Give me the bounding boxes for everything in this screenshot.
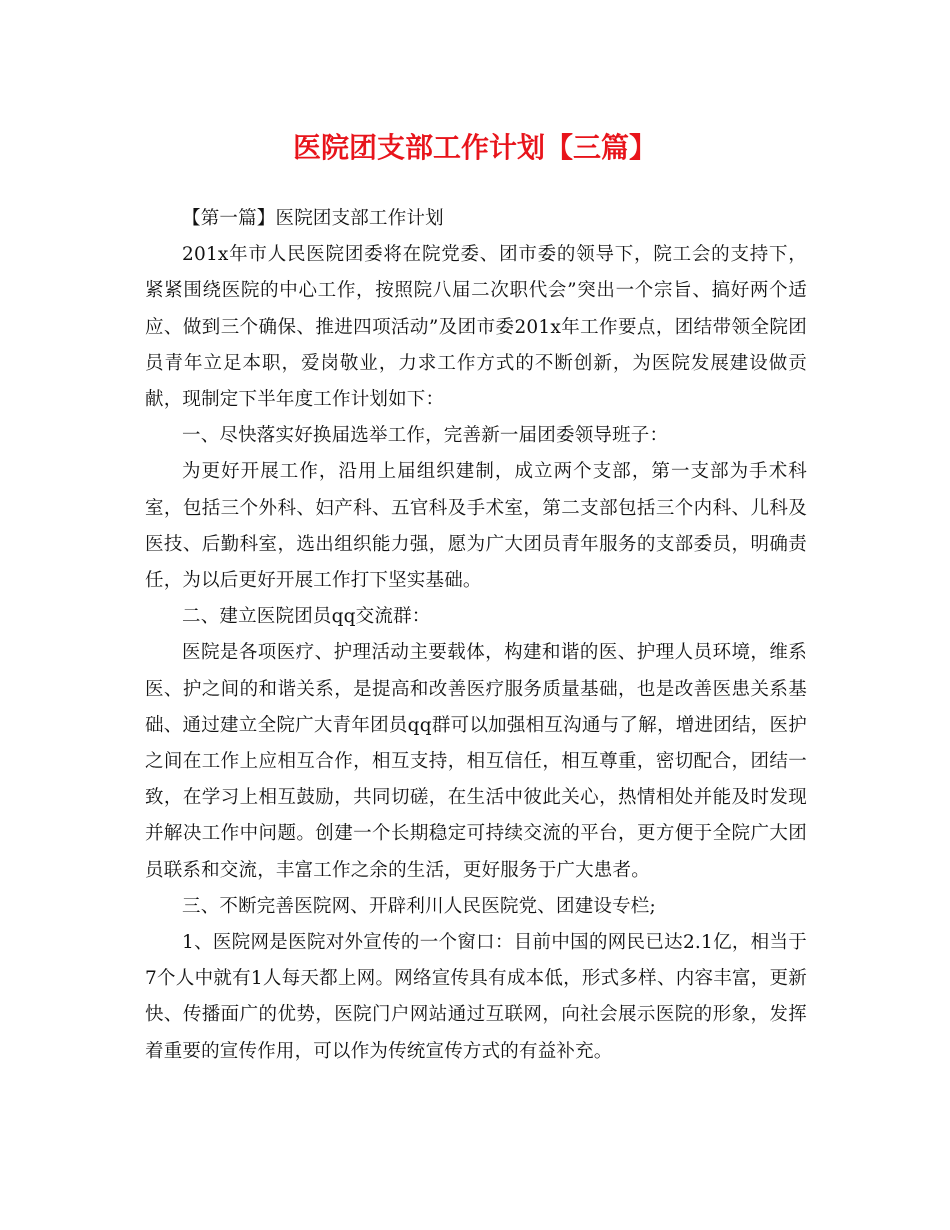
item-heading-2: 二、建立医院团员qq交流群： (182, 606, 431, 628)
section-heading-first: 【第一篇】医院团支部工作计划 (182, 208, 444, 229)
item-paragraph-1: 为更好开展工作，沿用上届组织建制，成立两个支部，第一支部为手术科室，包括三个外科、妇产科、五官科及手术室，第二支部包括三个内科、儿科及医技、后勤科室，选出组织能力强，愿为广大团员青年服务的支部委员，明确责任，为以后更好开展工作打下坚实基础。 (145, 461, 807, 592)
intro-paragraph: 201x年市人民医院团委将在院党委、团市委的领导下，院工会的支持下，紧紧围绕医院的中心工作，按照院八届二次职代会”突出一个宗旨、搞好两个适应、做到三个确保、推进四项活动”及团市委201x年工作要点，团结带领全院团员青年立足本职，爱岗敬业，力求工作方式的不断创新，为医院发展建设做贡献，现制定下半年度工作计划如下： (145, 244, 807, 411)
document-title: 医院团支部工作计划【三篇】 (292, 131, 657, 164)
document-body (145, 201, 807, 1070)
item-paragraph-2: 医院是各项医疗、护理活动主要载体，构建和谐的医、护理人员环境，维系医、护之间的和谐关系，是提高和改善医疗服务质量基础，也是改善医患关系基础、通过建立全院广大青年团员qq群可以加强相互沟通与了解，增进团结，医护之间在工作上应相互合作，相互支持，相互信任，相互尊重，密切配合，团结一致，在学习上相互鼓励，共同切磋，在生活中彼此关心，热情相处并能及时发现并解决工作中问题。创建一个长期稳定可持续交流的平台，更方便于全院广大团员联系和交流，丰富工作之余的生活，更好服务于广大患者。 (145, 642, 807, 881)
item-heading-1: 一、尽快落实好换届选举工作，完善新一届团委领导班子： (182, 425, 669, 447)
item-paragraph-3: 1、医院网是医院对外宣传的一个窗口：目前中国的网民已达2.1亿，相当于7个人中就有1人每天都上网。网络宣传具有成本低，形式多样、内容丰富，更新快、传播面广的优势，医院门户网站通过互联网，向社会展示医院的形象，发挥着重要的宣传作用，可以作为传统宣传方式的有益补充。 (145, 932, 807, 1062)
item-heading-3: 三、不断完善医院网、开辟利川人民医院党、团建设专栏; (182, 895, 656, 917)
